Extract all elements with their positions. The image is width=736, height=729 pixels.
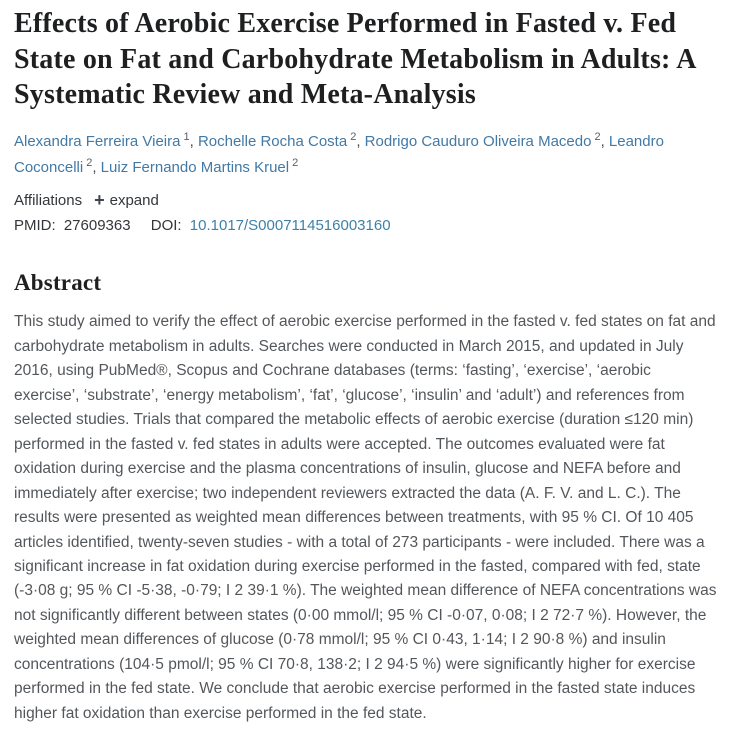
identifiers-row [14,217,720,234]
author-affiliation-sup: 2 [594,130,601,143]
plus-icon: + [94,190,105,211]
author-item [14,130,198,150]
author-link[interactable]: Luiz Fernando Martins Kruel [100,158,290,176]
author-separator: , [189,132,198,150]
author-affiliation-sup: 2 [350,130,357,143]
author-item [100,156,299,176]
author-link[interactable]: Alexandra Ferreira Vieira [14,132,181,150]
author-affiliation-sup: 2 [86,156,93,169]
pmid-label: PMID: [14,217,56,235]
author-separator: , [92,158,101,176]
abstract-text: This study aimed to verify the effect of aerobic exercise performed in the fasted v. fed states on fat and carbohydrate metabolism in adults. Searches were conducted in March 2015, and updated in July 2016, using PubMed®, Scopus and Cochrane databases (terms: ‘fasting’, ‘exercise’, ‘aerobic exercise’, ‘substrate’, ‘energy metabolism’, ‘fat’, ‘glucose’, ‘insulin’ and ‘adult’) and references from selected studies. Trials that compared the metabolic effects of aerobic exercise (duration ≤120 min) performed in the fasted v. fed states in adults were accepted. The outcomes evaluated were fat oxidation during exercise and the plasma concentrations of insulin, glucose and NEFA before and immediately after exercise; two independent reviewers extracted the data (A. F. V. and L. C.). The results were presented as weighted mean differences between treatments, with 95 % CI. Of 10 405 articles identified, twenty-seven studies - with a total of 273 participants - were included. There was a significant increase in fat oxidation during exercise performed in the fasted, compared with fed, state (-3·08 g; 95 % CI -5·38, -0·79; I 2 39·1 %). The weighted mean difference of NEFA concentrations was not significantly different between states (0·00 mmol/l; 95 % CI -0·07, 0·08; I 2 72·7 %). However, the weighted mean differences of glucose (0·78 mmol/l; 95 % CI 0·43, 1·14; I 2 90·8 %) and insulin concentrations (104·5 pmol/l; 95 % CI 70·8, 138·2; I 2 94·5 %) were significantly higher for exercise performed in the fed state. We conclude that aerobic exercise performed in the fasted state induces higher fat oxidation than exercise performed in the fed state. [14,313,717,722]
expand-label: expand [109,191,159,209]
pmid-value: 27609363 [63,217,131,235]
author-separator: , [356,132,365,150]
author-affiliation-sup: 2 [292,156,299,169]
affiliations-label: Affiliations [14,191,83,209]
author-list [14,129,720,182]
author-affiliation-sup: 1 [183,130,190,143]
author-link[interactable]: Rochelle Rocha Costa [197,132,348,150]
author-item [364,130,609,150]
abstract-heading: Abstract [14,270,102,296]
affiliations-row [14,191,720,209]
author-link[interactable]: Rodrigo Cauduro Oliveira Macedo [364,132,592,150]
doi-link[interactable]: 10.1017/S0007114516003160 [189,217,391,235]
doi-group [151,217,391,234]
author-item [197,130,365,150]
article-title: Effects of Aerobic Exercise Performed in Fasted v. Fed State on Fat and Carbohydrate Metabolism in Adults: A Systematic Review and Meta-Analysis [14,8,696,111]
author-separator: , [600,132,609,150]
doi-label: DOI: [150,217,182,235]
author-link[interactable]: Leandro Coconcelli [14,132,664,176]
expand-affiliations-button[interactable] [94,191,159,209]
